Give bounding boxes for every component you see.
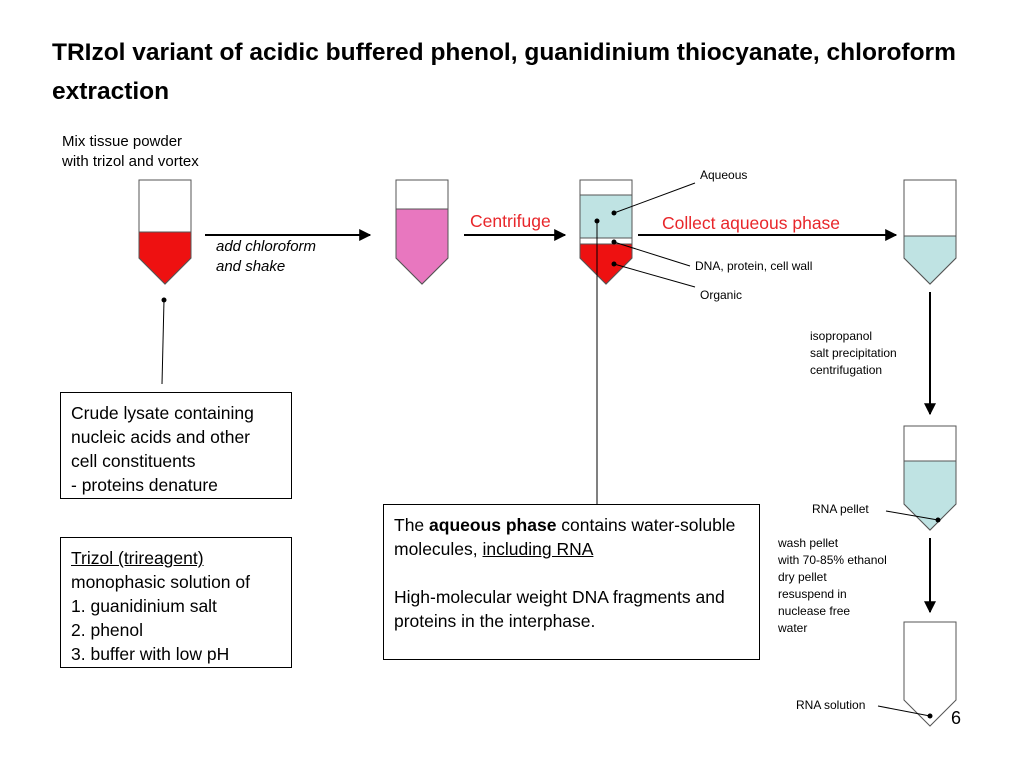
trizol-line2: 1. guanidinium salt [71,596,217,616]
aqueous-box-p1-pre: The [394,515,430,535]
lysate-line2: nucleic acids and other [71,427,250,447]
trizol-line4: 3. buffer with low pH [71,644,230,664]
label-centrifuge: Centrifuge [470,211,551,231]
label-wash-line4: resuspend in [778,587,847,601]
label-precipitation-line3: centrifugation [810,363,883,377]
trizol-box [60,537,292,668]
label-mix-line2: with trizol and vortex [62,153,199,170]
label-precipitation-line2: salt precipitation [810,346,897,360]
trizol-line3: 2. phenol [71,620,144,640]
tube-chloroform [396,180,448,284]
lysate-line3: cell constituents [71,451,196,471]
aqueous-box-p1-mid: contains water-soluble molecules, [394,515,736,559]
label-interphase: DNA, protein, cell wall [695,259,813,273]
label-rna-pellet: RNA pellet [812,502,869,516]
trizol-heading: Trizol (trireagent) [71,548,204,568]
tube-aqueous-collected [904,180,956,284]
connector-lysate [162,300,164,384]
label-collect-aqueous: Collect aqueous phase [662,213,841,233]
aqueous-phase [580,195,632,238]
label-add-chloroform-line1: add chloroform [216,238,317,255]
page-number: 6 [951,708,962,728]
label-mix [62,132,199,172]
trizol-line1: monophasic solution of [71,572,250,592]
label-add-chloroform [216,237,316,277]
aqueous-phase-box [383,504,760,660]
label-aqueous: Aqueous [700,168,748,182]
label-wash [778,535,887,637]
tube-rna-solution [904,622,956,726]
label-precipitation [810,328,897,379]
organic-phase [580,244,632,284]
interphase-layer [580,238,632,244]
tube-trizol [139,180,191,284]
trizol-red-phase [139,232,191,284]
tube-phase-separation [580,180,632,284]
label-add-chloroform-line2: and shake [216,258,286,275]
aqueous-box-paragraph1 [394,513,749,561]
label-wash-line3: dry pellet [778,570,827,584]
aqueous-box-p1-bold: aqueous phase [429,515,557,535]
label-wash-line6: water [778,621,808,635]
label-mix-line1: Mix tissue powder [62,133,183,150]
label-wash-line1: wash pellet [778,536,839,550]
lysate-box [60,392,292,499]
label-organic: Organic [700,288,743,302]
aqueous-box-p1-underline: including RNA [482,539,594,559]
label-wash-line5: nuclease free [778,604,851,618]
lysate-line4: - proteins denature [71,475,218,495]
lysate-line1: Crude lysate containing [71,403,254,423]
page-title: TRIzol variant of acidic buffered phenol, guanidinium thiocyanate, chloroform extraction [52,39,956,105]
aqueous-box-paragraph2: High-molecular weight DNA fragments and proteins in the interphase. [394,587,725,631]
label-rna-solution: RNA solution [796,698,866,712]
label-wash-line2: with 70-85% ethanol [778,553,887,567]
tube-rna-pellet [904,426,956,530]
pink-mixture [396,209,448,284]
collected-aqueous [904,236,956,284]
label-precipitation-line1: isopropanol [810,329,873,343]
